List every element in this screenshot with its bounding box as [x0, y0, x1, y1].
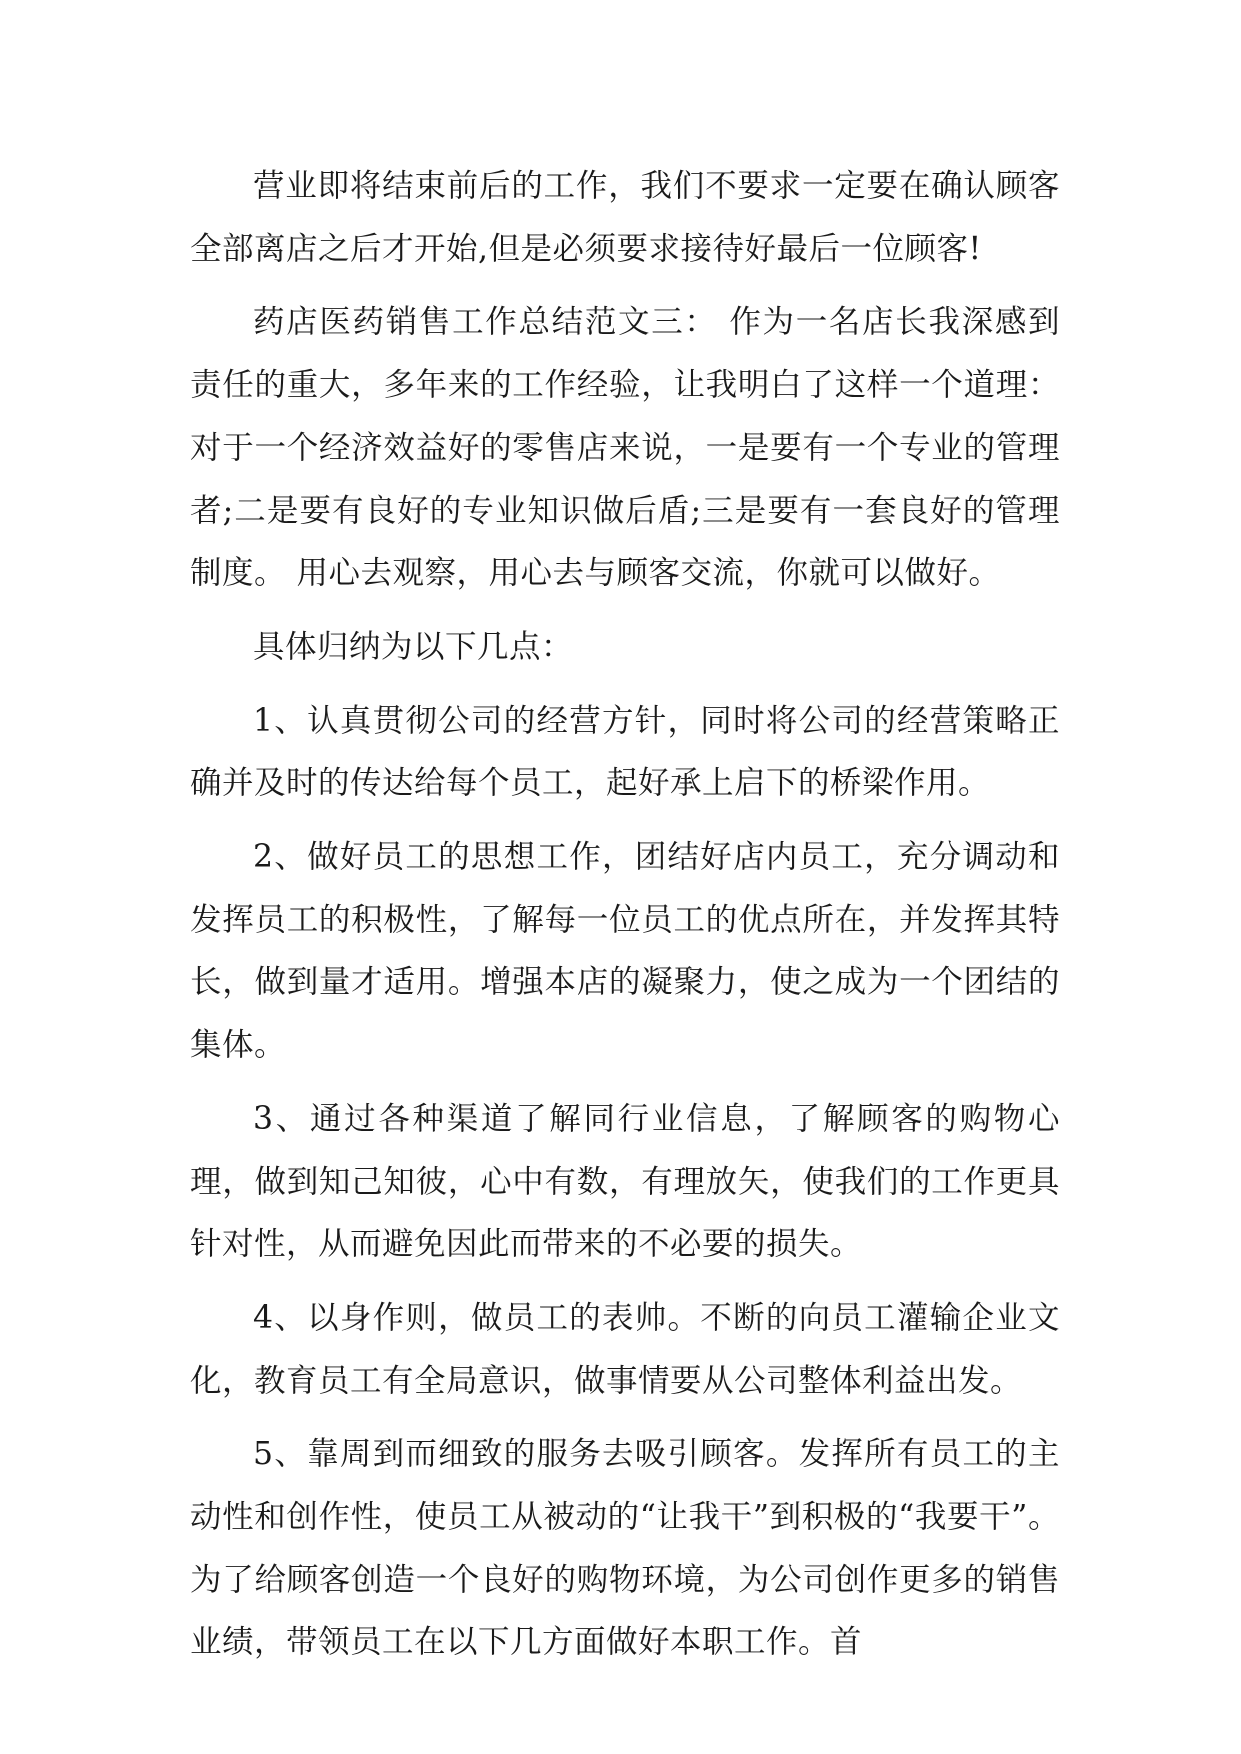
document-body — [190, 155, 1060, 1685]
paragraph-closing-work: 营业即将结束前后的工作，我们不要求一定要在确认顾客全部离店之后才开始,但是必须要求接待好最后一位顾客! — [190, 168, 1060, 267]
paragraph-point-2: 2、做好员工的思想工作，团结好店内员工，充分调动和发挥员工的积极性，了解每一位员工的优点所在，并发挥其特长，做到量才适用。增强本店的凝聚力，使之成为一个团结的集体。 — [190, 839, 1060, 1064]
paragraph-points-heading: 具体归纳为以下几点： — [253, 628, 574, 665]
paragraph-point-4: 4、以身作则，做员工的表帅。不断的向员工灌输企业文化，教育员工有全局意识，做事情要从公司整体利益出发。 — [190, 1299, 1060, 1399]
paragraph-summary-intro: 药店医药销售工作总结范文三： 作为一名店长我深感到责任的重大，多年来的工作经验，让我明白了这样一个道理：对于一个经济效益好的零售店来说，一是要有一个专业的管理者;二是要有良好的专业知识做后盾;三是要有一套良好的管理制度。 用心去观察，用心去与顾客交流，你就可以做好。 — [190, 304, 1060, 592]
paragraph-point-3: 3、通过各种渠道了解同行业信息，了解顾客的购物心理，做到知己知彼，心中有数，有理放矢，使我们的工作更具针对性，从而避免因此而带来的不必要的损失。 — [190, 1100, 1060, 1263]
paragraph-point-5: 5、靠周到而细致的服务去吸引顾客。发挥所有员工的主动性和创作性，使员工从被动的“让我干”到积极的“我要干”。为了给顾客创造一个良好的购物环境，为公司创作更多的销售业绩，带领员工在以下几方面做好本职工作。首 — [190, 1436, 1060, 1661]
paragraph-point-1: 1、认真贯彻公司的经营方针，同时将公司的经营策略正确并及时的传达给每个员工，起好承上启下的桥梁作用。 — [190, 702, 1060, 802]
